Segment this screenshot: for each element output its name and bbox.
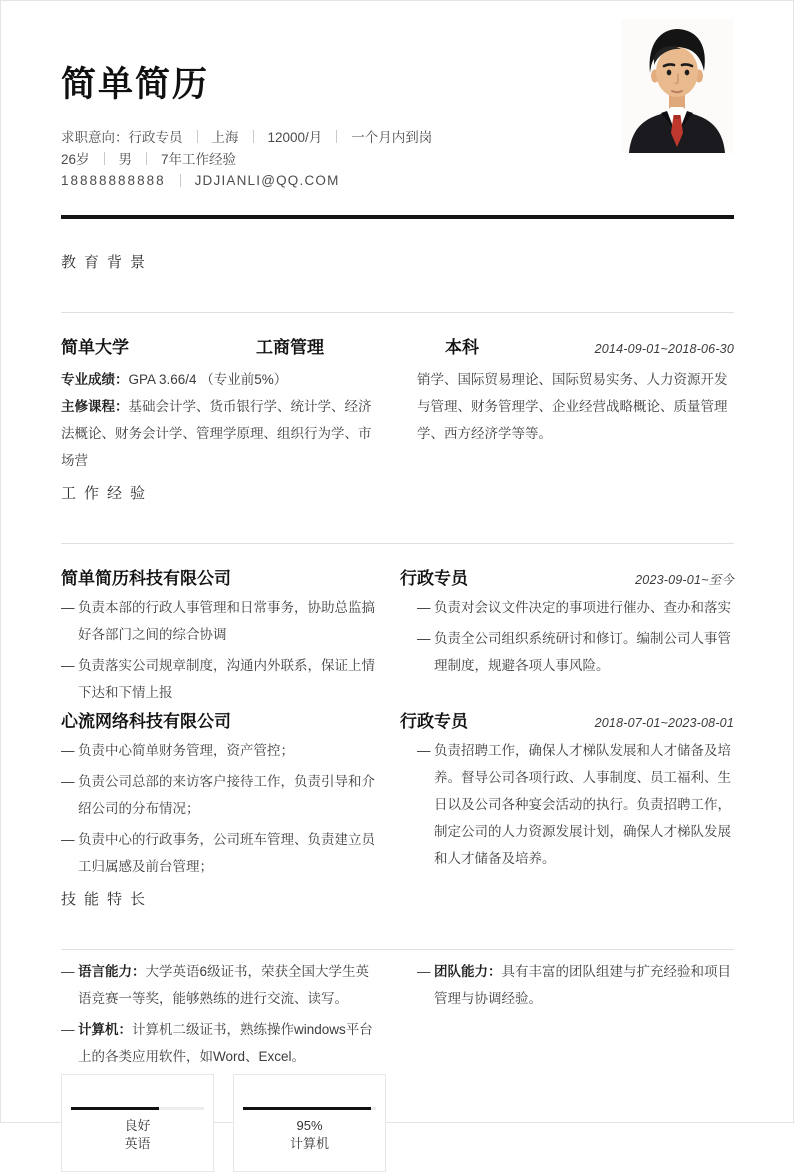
phone-number: 18888888888 <box>61 172 166 188</box>
bullet-text: 负责对会议文件决定的事项进行催办、查办和落实 <box>434 600 731 615</box>
skill-label: 语言能力： <box>78 964 146 979</box>
job-header-row <box>61 712 734 732</box>
section-skills <box>61 890 734 1172</box>
bullet-text: 负责全公司组织系统研讨和修订。编制公司人事管理制度，规避各项人事风险。 <box>434 631 731 673</box>
company-name: 简单简历科技有限公司 <box>61 569 231 588</box>
bullet-dash: — <box>417 631 431 646</box>
job-entry <box>61 712 734 880</box>
resume-title: 简单简历 <box>61 65 210 104</box>
separator <box>104 152 105 165</box>
separator <box>146 152 147 165</box>
gender: 男 <box>118 152 133 167</box>
job-intent: 求职意向：行政专员 <box>61 130 183 145</box>
bullet-text <box>434 958 733 1012</box>
skills-left-column <box>61 958 377 1070</box>
availability: 一个月内到岗 <box>351 130 433 145</box>
job-right-column <box>417 594 733 706</box>
skill-level-label: 95% <box>296 1118 323 1133</box>
section-divider <box>61 543 734 544</box>
courses-text-left: 基础会计学、货币银行学、统计学、经济法概论、财务会计学、管理学原理、组织行为学、市场营 <box>61 399 372 468</box>
skill-name-label: 英语 <box>124 1136 151 1151</box>
job-entry <box>61 569 734 706</box>
job-header-row <box>61 569 734 589</box>
skill-bullet <box>61 958 377 1012</box>
skill-bar-fill <box>243 1107 371 1110</box>
education-period: 2014-09-01~2018-06-30 <box>594 342 734 356</box>
job-period: 2018-07-01~2023-08-01 <box>594 716 734 730</box>
bullet-text: 负责本部的行政人事管理和日常事务，协助总监搞好各部门之间的综合协调 <box>78 600 375 642</box>
bullet-text: 负责中心简单财务管理，资产管控； <box>78 743 294 758</box>
profile-photo <box>621 19 733 153</box>
bullet-dash: — <box>61 658 75 673</box>
skill-desc: 具有丰富的团队组建与扩充经验和项目管理与协调经验。 <box>434 964 731 1006</box>
skill-bar-track <box>243 1107 376 1110</box>
job-body <box>61 594 734 706</box>
bullet-dash: — <box>417 964 431 979</box>
skill-name-label: 计算机 <box>289 1136 329 1151</box>
bullet-dash: — <box>61 1022 75 1037</box>
section-divider <box>61 312 734 313</box>
section-title-skills: 技能特长 <box>61 891 154 908</box>
bullet-dash: — <box>61 743 75 758</box>
gpa-line <box>61 366 377 393</box>
education-left-column <box>61 366 377 474</box>
job-bullet <box>61 594 377 648</box>
section-work <box>61 484 734 880</box>
bullet-dash: — <box>61 600 75 615</box>
degree-name: 本科 <box>445 338 479 357</box>
courses-label: 主修课程： <box>61 399 129 414</box>
skill-label: 团队能力： <box>434 964 502 979</box>
gpa-label: 专业成绩： <box>61 372 129 387</box>
company-name: 心流网络科技有限公司 <box>61 712 231 731</box>
section-title-work: 工作经验 <box>61 485 154 502</box>
bullet-text: 负责中心的行政事务，公司班车管理、负责建立员工归属感及前台管理； <box>78 832 375 874</box>
section-education <box>61 253 734 474</box>
skill-gauges <box>61 1074 734 1172</box>
male-portrait-avatar <box>621 19 733 153</box>
job-left-column <box>61 594 377 706</box>
skill-level-label: 良好 <box>124 1118 151 1133</box>
section-divider <box>61 949 734 950</box>
education-right-column <box>417 366 733 474</box>
job-bullet <box>61 826 377 880</box>
job-bullet <box>61 768 377 822</box>
skill-gauge-card <box>233 1074 386 1172</box>
bullet-dash: — <box>61 774 75 789</box>
bullet-text: 负责招聘工作，确保人才梯队发展和人才储备及培养。督导公司各项行政、人事制度、员工福利、生日以及公司各种宴会活动的执行。负责招聘工作，制定公司的人力资源发展计划，确保人才梯队发展和人才储备及培养。 <box>434 743 731 866</box>
job-bullet <box>61 652 377 706</box>
expected-salary: 12000/月 <box>267 130 323 145</box>
separator <box>253 130 254 143</box>
skills-body <box>61 958 734 1070</box>
major-name: 工商管理 <box>256 338 324 357</box>
bullet-dash: — <box>417 743 431 758</box>
skill-label: 计算机： <box>78 1022 132 1037</box>
position-title: 行政专员 <box>400 712 468 731</box>
bullet-text: 负责公司总部的来访客户接待工作，负责引导和介绍公司的分布情况； <box>78 774 375 816</box>
bullet-text: 负责落实公司规章制度，沟通内外联系，保证上情下达和下情上报 <box>78 658 375 700</box>
skill-bullet <box>61 1016 377 1070</box>
bullet-text <box>78 958 377 1012</box>
position-title: 行政专员 <box>400 569 468 588</box>
education-row <box>61 338 734 358</box>
separator <box>197 130 198 143</box>
skill-bar-fill <box>71 1107 159 1110</box>
skill-desc: 计算机二级证书，熟练操作windows平台上的各类应用软件，如Word、Excel。 <box>78 1022 373 1064</box>
header-rule <box>61 215 734 219</box>
skill-gauge-card <box>61 1074 214 1172</box>
job-period: 2023-09-01~至今 <box>635 573 734 587</box>
section-title-education: 教育背景 <box>61 254 154 271</box>
bullet-dash: — <box>61 832 75 847</box>
separator <box>180 174 181 187</box>
gpa-value: GPA 3.66/4 （专业前5%） <box>128 372 288 387</box>
bullet-dash: — <box>61 964 75 979</box>
experience-years: 7年工作经验 <box>161 152 237 167</box>
skill-bar-track <box>71 1107 204 1110</box>
city: 上海 <box>211 130 239 145</box>
skills-right-column <box>417 958 733 1070</box>
job-right-column <box>417 737 733 880</box>
job-left-column <box>61 737 377 880</box>
school-name: 简单大学 <box>61 338 129 357</box>
separator <box>336 130 337 143</box>
job-bullet <box>61 737 377 764</box>
courses-line <box>61 393 377 474</box>
email-address: JDJIANLI@QQ.COM <box>194 172 340 188</box>
skill-bullet <box>417 958 733 1012</box>
job-bullet <box>417 737 733 872</box>
skill-desc: 大学英语6级证书，荣获全国大学生英语竞赛一等奖，能够熟练的进行交流、读写。 <box>78 964 370 1006</box>
bullet-text <box>78 1016 377 1070</box>
bullet-dash: — <box>417 600 431 615</box>
education-body <box>61 366 734 474</box>
job-bullet <box>417 625 733 679</box>
job-bullet <box>417 594 733 621</box>
courses-text-right: 销学、国际贸易理论、国际贸易实务、人力资源开发与管理、财务管理学、企业经营战略概论、质量管理学、西方经济学等等。 <box>417 372 728 441</box>
contact-line <box>61 169 734 191</box>
job-body <box>61 737 734 880</box>
age: 26岁 <box>61 152 90 167</box>
